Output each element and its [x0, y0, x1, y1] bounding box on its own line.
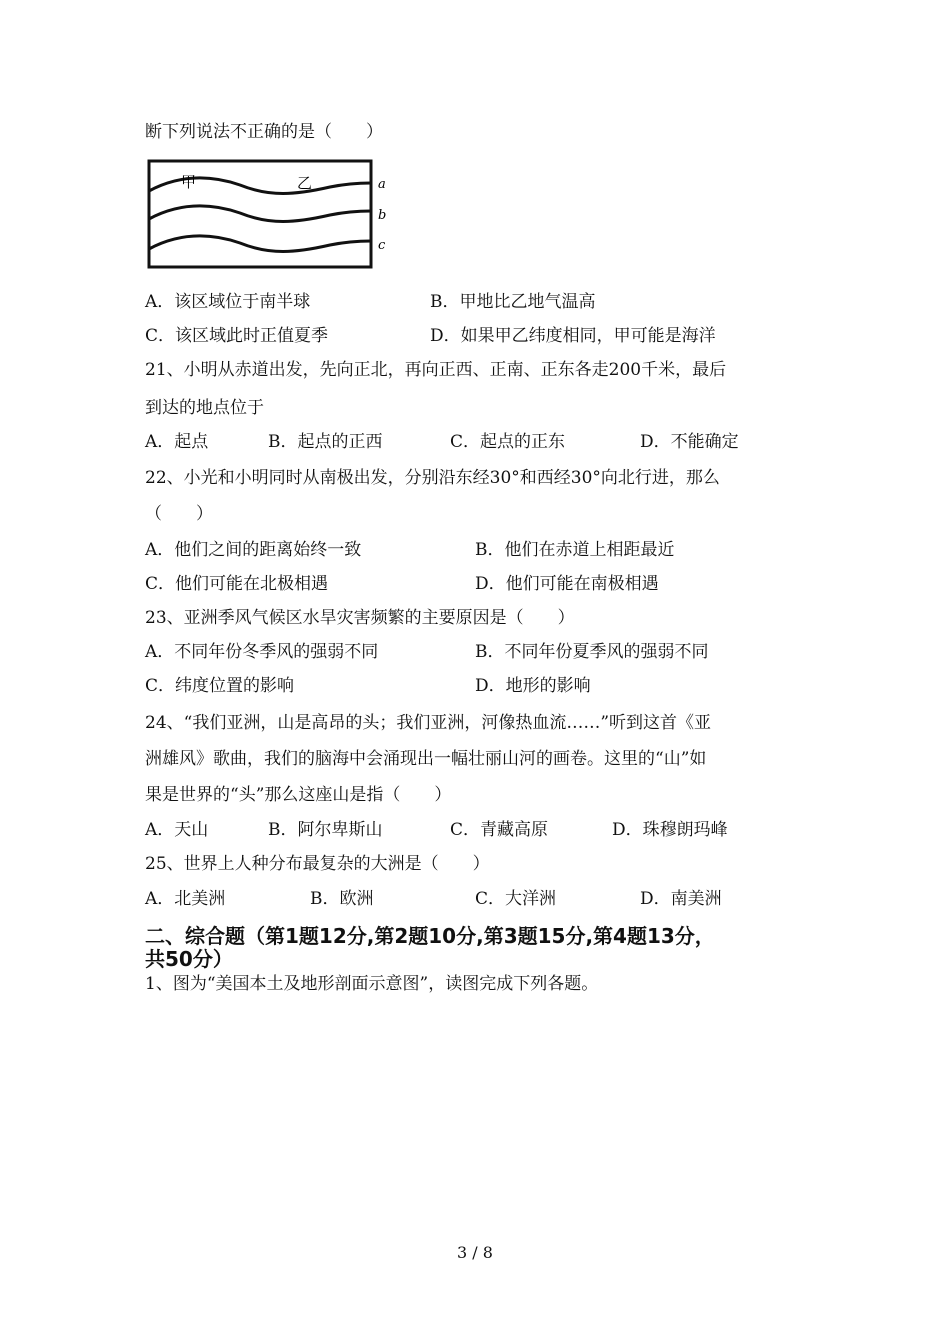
q23-option-b: B．不同年份夏季风的强弱不同 — [475, 642, 709, 662]
q25-option-d: D．南美洲 — [640, 889, 722, 909]
q21-option-d: D．不能确定 — [640, 432, 739, 452]
q22-option-d: D．他们可能在南极相遇 — [475, 574, 659, 594]
q21-stem-line1: 21、小明从赤道出发，先向正北，再向正西、正南、正东各走200千米，最后 — [145, 360, 727, 380]
q22-option-b: B．他们在赤道上相距最近 — [475, 540, 675, 560]
q22-option-a: A．他们之间的距离始终一致 — [145, 540, 362, 560]
section2-heading-line1: 二、综合题（第1题12分,第2题10分,第3题15分,第4题13分， — [145, 924, 715, 948]
isotherm-svg — [145, 155, 390, 275]
label-a: a — [378, 177, 386, 192]
q21-option-c: C．起点的正东 — [450, 432, 566, 452]
q21-option-b: B．起点的正西 — [268, 432, 383, 452]
q25-option-c: C．大洋洲 — [475, 889, 557, 909]
q24-option-b: B．阿尔卑斯山 — [268, 820, 383, 840]
isotherm-c — [149, 236, 371, 252]
q24-stem-line2: 洲雄风》歌曲，我们的脑海中会涌现出一幅壮丽山河的画卷。这里的“山”如 — [145, 749, 707, 769]
label-jia: 甲 — [181, 173, 197, 191]
section2-heading-line2: 共50分） — [145, 947, 233, 971]
q23-option-a: A．不同年份冬季风的强弱不同 — [145, 642, 379, 662]
isotherm-b — [149, 206, 371, 222]
page-number: 3 / 8 — [457, 1243, 493, 1262]
section2-q1-stem: 1、图为“美国本土及地形剖面示意图”，读图完成下列各题。 — [145, 974, 599, 994]
q25-option-b: B．欧洲 — [310, 889, 374, 909]
q25-option-a: A．北美洲 — [145, 889, 226, 909]
q24-stem-line3: 果是世界的“头”那么这座山是指（ ） — [145, 785, 452, 805]
q22-stem-line1: 22、小光和小明同时从南极出发，分别沿东经30°和西经30°向北行进，那么 — [145, 468, 720, 488]
q21-stem-line2: 到达的地点位于 — [145, 398, 264, 418]
label-b: b — [378, 208, 387, 223]
q25-stem: 25、世界上人种分布最复杂的大洲是（ ） — [145, 854, 490, 874]
q23-option-c: C．纬度位置的影响 — [145, 676, 295, 696]
q23-stem: 23、亚洲季风气候区水旱灾害频繁的主要原因是（ ） — [145, 608, 575, 628]
label-yi: 乙 — [297, 174, 313, 192]
label-c: c — [378, 238, 386, 253]
q24-stem-line1: 24、“我们亚洲，山是高昂的头；我们亚洲，河像热血流……”听到这首《亚 — [145, 713, 712, 733]
q23-option-d: D．地形的影响 — [475, 676, 591, 696]
isotherm-diagram — [145, 155, 390, 275]
q21-option-a: A．起点 — [145, 432, 209, 452]
q20-stem: 断下列说法不正确的是（ ） — [145, 122, 383, 142]
q20-option-d: D．如果甲乙纬度相同，甲可能是海洋 — [430, 326, 716, 346]
q22-stem-line2: （ ） — [145, 504, 213, 524]
q24-option-d: D．珠穆朗玛峰 — [612, 820, 728, 840]
q24-option-a: A．天山 — [145, 820, 209, 840]
q20-option-b: B．甲地比乙地气温高 — [430, 292, 596, 312]
q20-option-a: A．该区域位于南半球 — [145, 292, 311, 312]
q22-option-c: C．他们可能在北极相遇 — [145, 574, 329, 594]
q24-option-c: C．青藏高原 — [450, 820, 549, 840]
q20-option-c: C．该区域此时正值夏季 — [145, 326, 329, 346]
